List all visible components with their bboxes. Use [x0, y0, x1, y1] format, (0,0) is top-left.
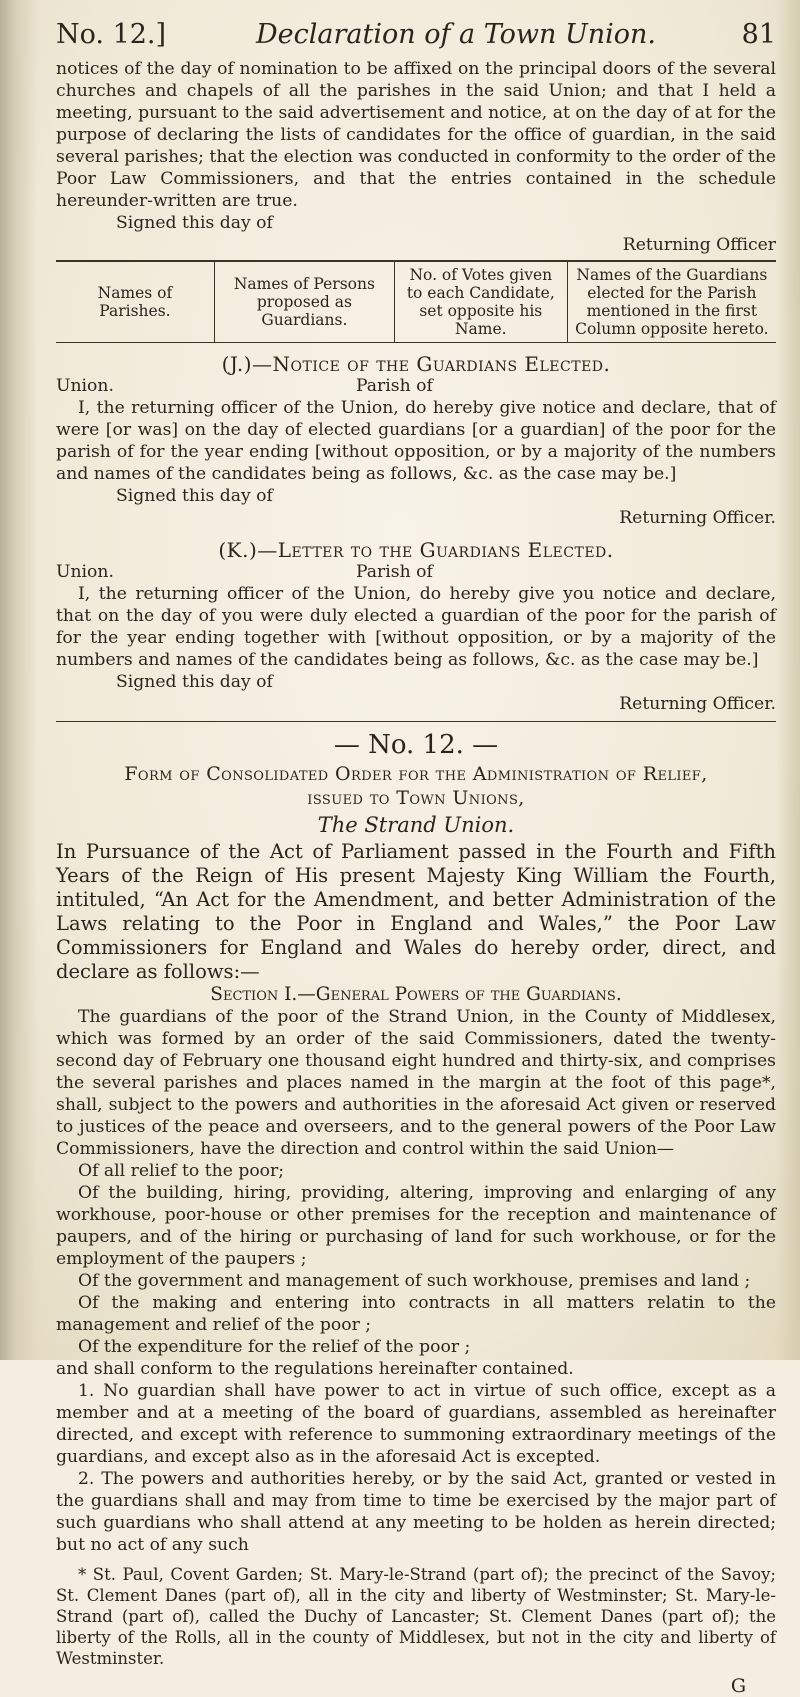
list-item: Of all relief to the poor;: [78, 1161, 285, 1181]
col-parishes: Names of Parishes.: [97, 284, 173, 320]
notice-j-body: I, the returning officer of the Union, do hereby give notice and declare, that of were [or was] on the day of elected guardians [or a guardian] of the poor for the parish of for the year ending [without opposition, or by a majority of the numbers and names of the candidates being as follows, &c. as the case may be.]: [56, 398, 776, 484]
notice-j-union-line: [56, 375, 776, 397]
col-guardians-elected: Names of the Guardians elected for the Parish mentioned in the first Column opposite hereto.: [567, 261, 776, 343]
intro-returning-officer: Returning Officer: [622, 235, 776, 255]
conform-line: and shall conform to the regulations hereinafter contained.: [56, 1359, 574, 1379]
table-header-row: [56, 261, 776, 343]
preamble: In Pursuance of the Act of Parliament passed in the Fourth and Fifth Years of the Reign of His present Majesty King William the Fourth, intituled, “An Act for the Amendment, and better Administration of the Laws relating to the Poor in England and Wales,” the Poor Law Commissioners for England and Wales do hereby order, direct, and declare as follows:—: [56, 840, 776, 983]
list-item: Of the building, hiring, providing, altering, improving and enlarging of any workhouse, poor-house or other premises for the reception and maintenance of paupers, and of the hiring or purchasing of land for such workhouse, or for the employment of the paupers ;: [56, 1183, 776, 1269]
letter-k-union: Union.: [56, 562, 114, 582]
page-number: 81: [741, 19, 776, 50]
footnote: * St. Paul, Covent Garden; St. Mary-le-Strand (part of); the precinct of the Savoy; St. Clement Danes (part of), all in the city and liberty of Westminster; St. Mary-le-Strand (part of), called the Duchy of Lancaster; St. Clement Danes (part of); the liberty of the Rolls, all in the county of Middlesex, but not in the city and liberty of Westminster.: [56, 1565, 776, 1668]
notice-j-returning-officer: Returning Officer.: [619, 508, 776, 528]
section-title: Section I.—General Powers of the Guardians.: [210, 984, 622, 1005]
letter-k-body: I, the returning officer of the Union, do hereby give you notice and declare, that on the day of you were duly elected a guardian of the poor for the parish of for the year ending together with [without opposition, or by a majority of the numbers and names of the candidates being as follows, &c. as the case may be.]: [56, 584, 776, 670]
letter-k-returning-officer: Returning Officer.: [619, 694, 776, 714]
document-body: [56, 19, 776, 1697]
page-edge-shadow-left: [0, 0, 38, 1360]
letter-k-parish: Parish of: [356, 562, 433, 582]
col-votes: No. of Votes given to each Candidate, set opposite his Name.: [394, 261, 567, 343]
section-divider: [56, 721, 776, 722]
running-header: [56, 19, 776, 58]
intro-paragraph: notices of the day of nomination to be affixed on the principal doors of the several churches and chapels of all the parishes in the said Union; and that I held a meeting, pursuant to the said advertisement and notice, at on the day of at for the purpose of declaring the lists of candidates for the office of guardian, in the said several parishes; that the election was conducted in conformity to the order of the Poor Law Commissioners, and that the entries contained in the schedule hereunder-written are true.: [56, 59, 776, 211]
list-item: Of the government and management of such workhouse, premises and land ;: [78, 1271, 751, 1291]
form-title-line-2: issued to Town Unions,: [307, 787, 525, 809]
form-number: — No. 12. —: [333, 730, 499, 760]
list-item: Of the making and entering into contracts in all matters relatin to the management and relief of the poor ;: [56, 1293, 776, 1335]
schedule-table: [56, 260, 776, 343]
page-edge-shadow-right: [776, 0, 800, 1360]
letter-k-union-line: [56, 561, 776, 583]
letter-k-signed-line: Signed this day of: [116, 672, 273, 692]
form-title-line-1: Form of Consolidated Order for the Administration of Relief,: [124, 763, 708, 785]
header-title: Declaration of a Town Union.: [256, 19, 656, 50]
notice-j-union: Union.: [56, 376, 114, 396]
article-1: 1. No guardian shall have power to act in virtue of such office, except as a member and at a meeting of the board of guardians, assembled as hereinafter directed, and except with reference to summoning extraordinary meetings of the guardians, and except also as in the aforesaid Act is excepted.: [56, 1381, 776, 1467]
list-item: Of the expenditure for the relief of the poor ;: [78, 1337, 471, 1357]
header-section-number: No. 12.]: [56, 19, 167, 50]
col-persons-proposed: Names of Persons proposed as Guardians.: [214, 261, 394, 343]
notice-j-signed-line: Signed this day of: [116, 486, 273, 506]
notice-j-title: (J.)—Notice of the Guardians Elected.: [221, 352, 611, 376]
letter-k-title: (K.)—Letter to the Guardians Elected.: [218, 538, 614, 562]
union-name: The Strand Union.: [317, 813, 515, 837]
section-body: The guardians of the poor of the Strand Union, in the County of Middlesex, which was formed by an order of the said Commissioners, dated the twenty-second day of February one thousand eight hundred and thirty-six, and comprises the several parishes and places named in the margin at the foot of this page*, shall, subject to the powers and authorities in the aforesaid Act given or reserved to justices of the peace and overseers, and to the general powers of the Poor Law Commissioners, have the direction and control within the said Union—: [56, 1007, 776, 1159]
intro-signed-line: Signed this day of: [116, 213, 273, 233]
article-2: 2. The powers and authorities hereby, or by the said Act, granted or vested in the guardians shall and may from time to time be exercised by the major part of such guardians who shall attend at any meeting to be holden as herein directed; but no act of any such: [56, 1469, 776, 1555]
notice-j-parish: Parish of: [356, 376, 433, 396]
signature-mark: G: [730, 1675, 746, 1697]
